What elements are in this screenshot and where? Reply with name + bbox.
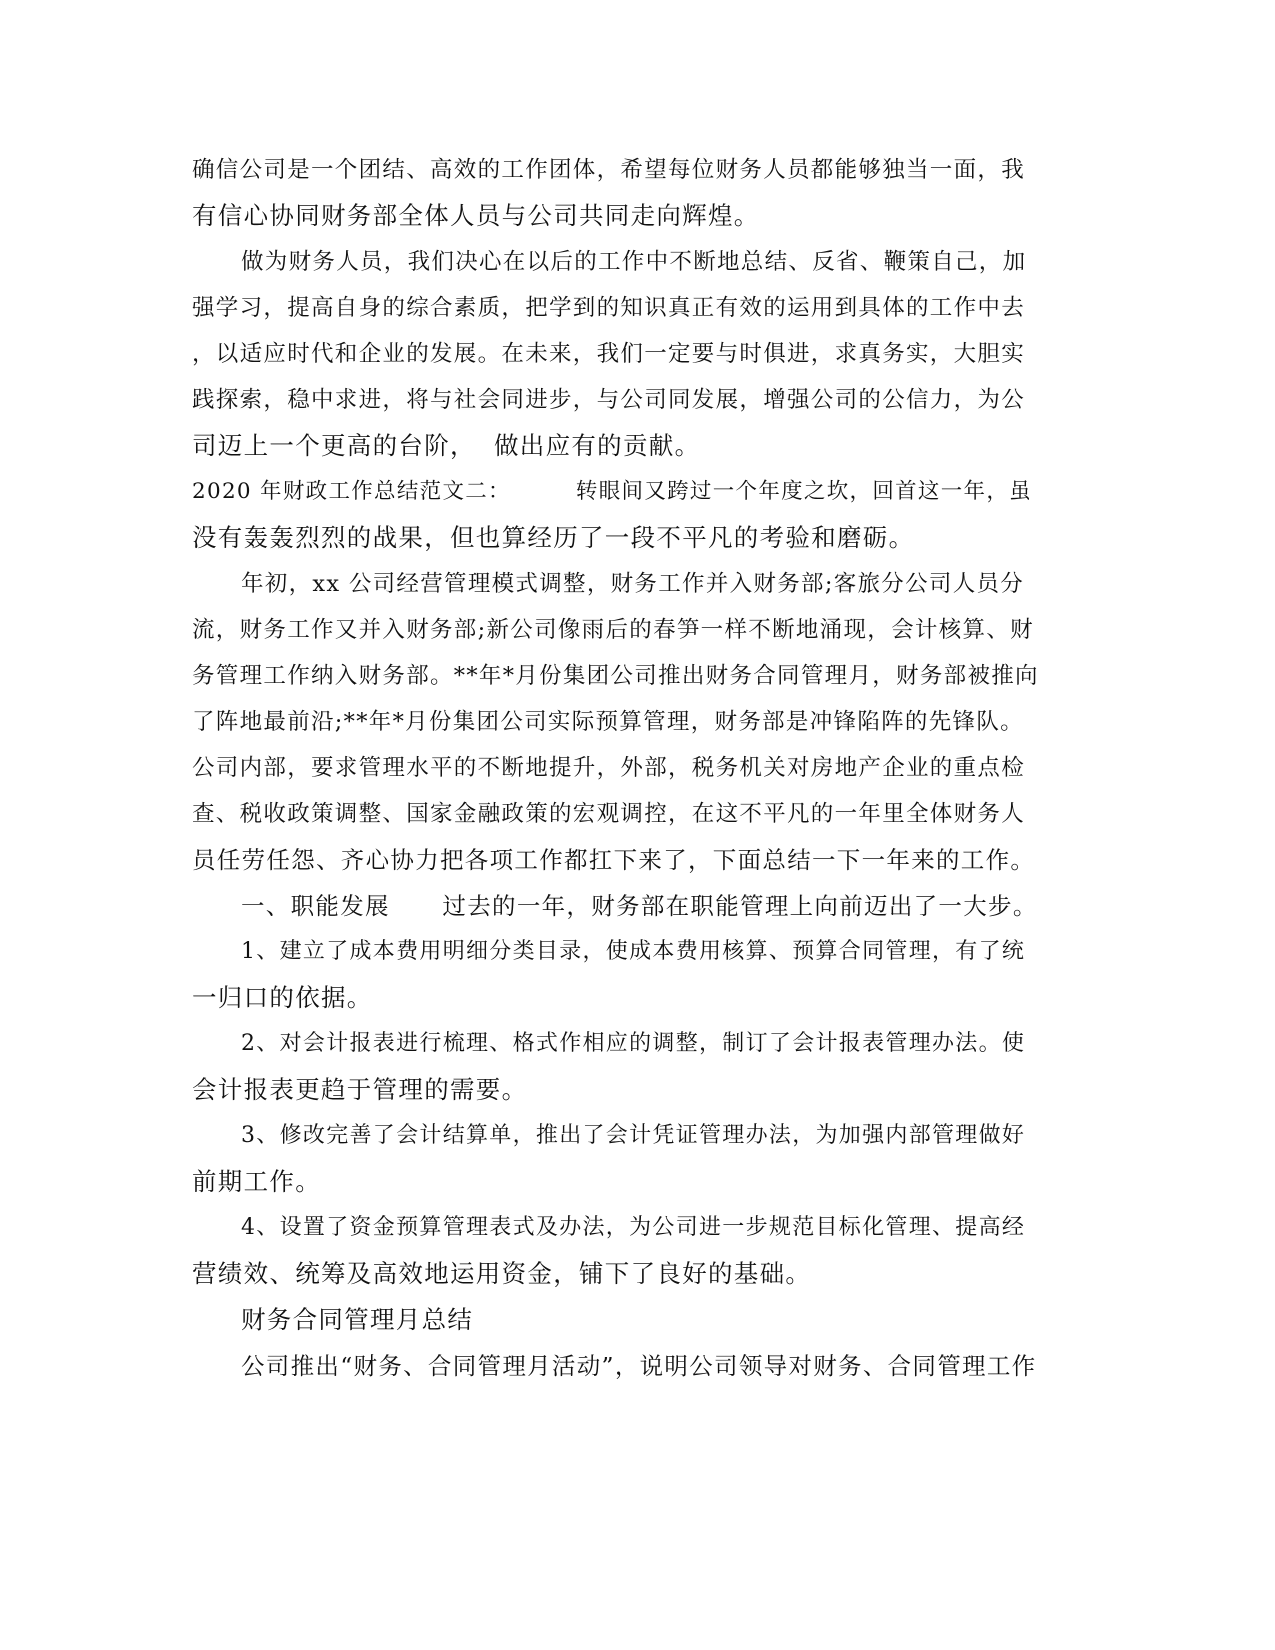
text-line: 公司内部，要求管理水平的不断地提升，外部，税务机关对房地产企业的重点检 xyxy=(192,755,1026,781)
text-line: 公司推出“财务、合同管理月活动”，说明公司领导对财务、合同管理工作 xyxy=(241,1352,1037,1380)
section-heading-line: 2020 年财政工作总结范文二： 转眼间又跨过一个年度之坎，回首这一年，虽 xyxy=(192,479,1032,504)
text-line: 营绩效、统筹及高效地运用资金，铺下了良好的基础。 xyxy=(192,1259,812,1288)
list-item-line: 2、对会计报表进行梳理、格式作相应的调整，制订了会计报表管理办法。使 xyxy=(241,1031,1026,1056)
text-line: 一归口的依据。 xyxy=(192,983,373,1012)
text-line: 践探索，稳中求进，将与社会同进步，与公司同发展，增强公司的公信力，为公 xyxy=(192,387,1026,413)
text-line: 查、税收政策调整、国家金融政策的宏观调控，在这不平凡的一年里全体财务人 xyxy=(192,801,1026,827)
subheading-line: 一、职能发展 过去的一年，财务部在职能管理上向前迈出了一大步。 xyxy=(241,892,1038,920)
text-line: 有信心协同财务部全体人员与公司共同走向辉煌。 xyxy=(192,201,760,230)
text-line: 会计报表更趋于管理的需要。 xyxy=(192,1075,528,1104)
list-item-line: 3、修改完善了会计结算单，推出了会计凭证管理办法，为加强内部管理做好 xyxy=(241,1123,1026,1148)
text-line: 员任劳任怨、齐心协力把各项工作都扛下来了，下面总结一下一年来的工作。 xyxy=(192,846,1036,874)
list-item-line: 1、建立了成本费用明细分类目录，使成本费用核算、预算合同管理，有了统 xyxy=(241,939,1026,964)
text-line: 了阵地最前沿;**年*月份集团公司实际预算管理，财务部是冲锋陷阵的先锋队。 xyxy=(192,709,1024,735)
list-item-line: 4、设置了资金预算管理表式及办法，为公司进一步规范目标化管理、提高经 xyxy=(241,1215,1026,1240)
text-line: 做为财务人员，我们决心在以后的工作中不断地总结、反省、鞭策自己，加 xyxy=(241,249,1027,275)
subheading-line: 财务合同管理月总结 xyxy=(241,1305,474,1334)
text-line: 没有轰轰烈烈的战果，但也算经历了一段不平凡的考验和磨砺。 xyxy=(192,523,915,552)
text-line: 年初，xx 公司经营管理模式调整，财务工作并入财务部;客旅分公司人员分 xyxy=(241,571,1025,597)
text-line: 司迈上一个更高的台阶， 做出应有的贡献。 xyxy=(192,431,701,460)
text-line: 确信公司是一个团结、高效的工作团体，希望每位财务人员都能够独当一面，我 xyxy=(192,157,1026,183)
text-line: 务管理工作纳入财务部。**年*月份集团公司推出财务合同管理月，财务部被推向 xyxy=(192,663,1039,689)
text-line: 强学习，提高自身的综合素质，把学到的知识真正有效的运用到具体的工作中去 xyxy=(192,295,1026,321)
text-line: 前期工作。 xyxy=(192,1167,321,1196)
text-line: 流，财务工作又并入财务部;新公司像雨后的春笋一样不断地涌现，会计核算、财 xyxy=(192,617,1034,643)
text-line: ，以适应时代和企业的发展。在未来，我们一定要与时俱进，求真务实，大胆实 xyxy=(192,341,1026,367)
